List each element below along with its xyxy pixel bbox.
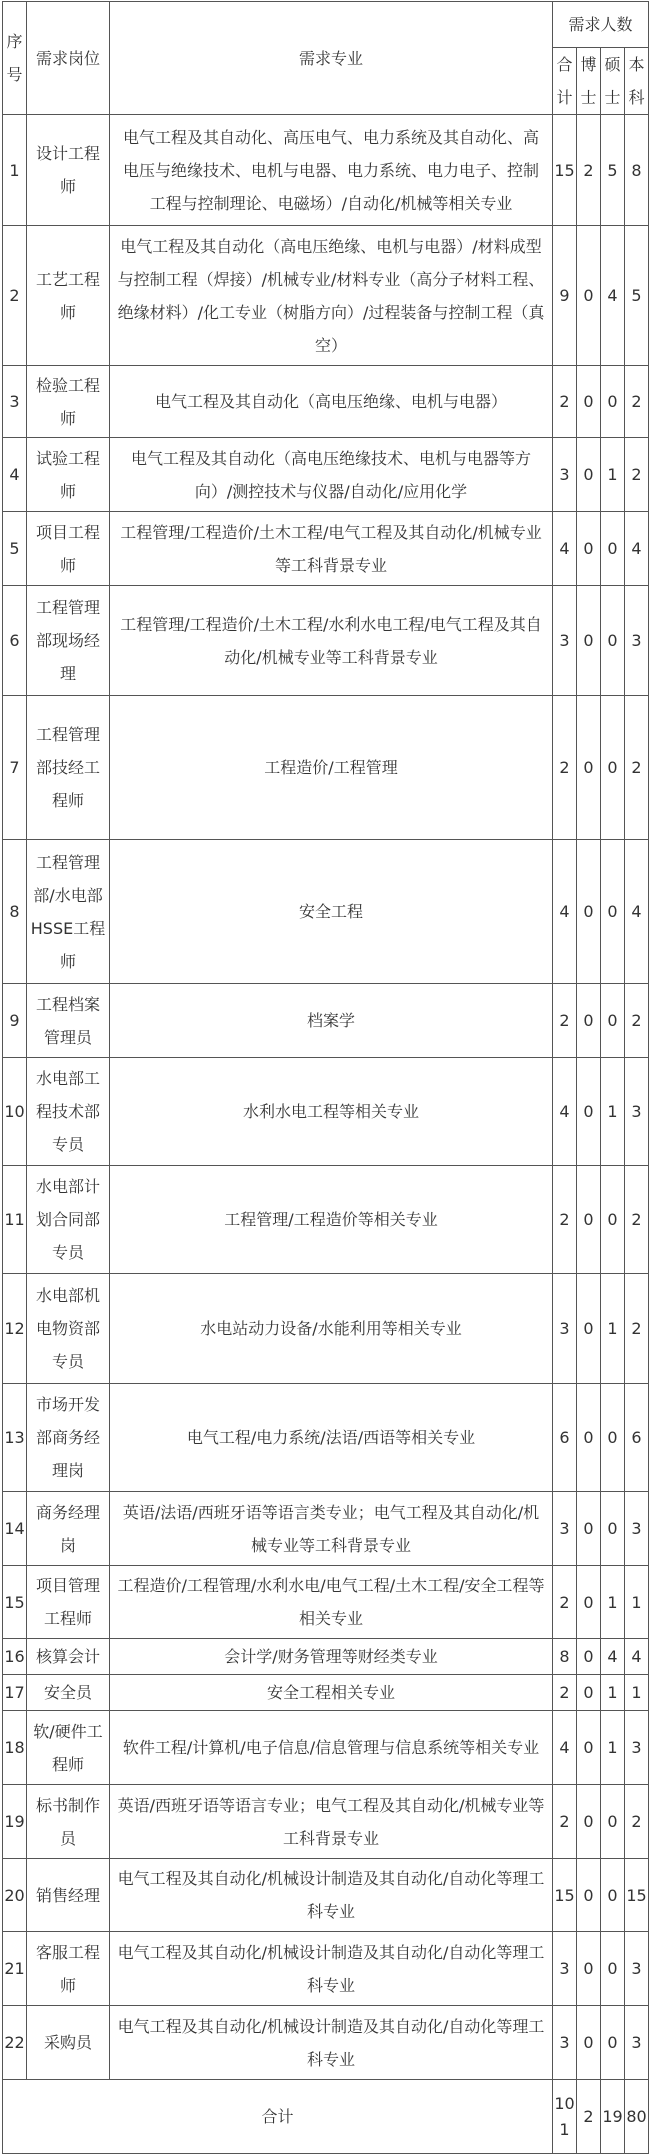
row-major: 工程管理/工程造价等相关专业 bbox=[110, 1166, 553, 1274]
row-phd: 2 bbox=[577, 115, 601, 226]
row-total: 2 bbox=[553, 1566, 577, 1639]
row-phd: 0 bbox=[577, 840, 601, 984]
row-position: 软/硬件工程师 bbox=[27, 1711, 110, 1785]
row-bachelor: 3 bbox=[625, 1711, 649, 1785]
row-major: 工程造价/工程管理 bbox=[110, 696, 553, 840]
table-row bbox=[3, 1274, 649, 1384]
row-major: 电气工程及其自动化/机械设计制造及其自动化/自动化等理工科专业 bbox=[110, 1859, 553, 1932]
recruitment-table bbox=[2, 1, 649, 2154]
row-position: 安全员 bbox=[27, 1675, 110, 1711]
row-master: 0 bbox=[601, 1384, 625, 1492]
header-position: 需求岗位 bbox=[27, 2, 110, 115]
header-total: 合计 bbox=[553, 48, 577, 115]
row-major: 软件工程/计算机/电子信息/信息管理与信息系统等相关专业 bbox=[110, 1711, 553, 1785]
row-major: 安全工程 bbox=[110, 840, 553, 984]
row-major: 英语/法语/西班牙语等语言类专业；电气工程及其自动化/机械专业等工科背景专业 bbox=[110, 1492, 553, 1566]
row-master: 4 bbox=[601, 1639, 625, 1675]
row-major: 工程造价/工程管理/水利水电/电气工程/土木工程/安全工程等相关专业 bbox=[110, 1566, 553, 1639]
table-row bbox=[3, 1492, 649, 1566]
row-total: 3 bbox=[553, 586, 577, 696]
row-position: 工艺工程师 bbox=[27, 226, 110, 366]
row-total: 15 bbox=[553, 115, 577, 226]
row-bachelor: 2 bbox=[625, 1274, 649, 1384]
row-total: 4 bbox=[553, 512, 577, 586]
table-row bbox=[3, 438, 649, 512]
row-total: 2 bbox=[553, 984, 577, 1058]
row-total: 3 bbox=[553, 438, 577, 512]
row-number: 15 bbox=[3, 1566, 27, 1639]
row-master: 0 bbox=[601, 1492, 625, 1566]
row-bachelor: 2 bbox=[625, 438, 649, 512]
row-number: 10 bbox=[3, 1058, 27, 1166]
row-master: 0 bbox=[601, 840, 625, 984]
row-major: 电气工程及其自动化、高压电气、电力系统及其自动化、高电压与绝缘技术、电机与电器、电力系统、电力电子、控制工程与控制理论、电磁场）/自动化/机械等相关专业 bbox=[110, 115, 553, 226]
row-master: 1 bbox=[601, 1274, 625, 1384]
header-demand: 需求人数 bbox=[553, 2, 649, 48]
row-phd: 0 bbox=[577, 1639, 601, 1675]
table-row bbox=[3, 1566, 649, 1639]
row-position: 商务经理岗 bbox=[27, 1492, 110, 1566]
row-total: 2 bbox=[553, 1675, 577, 1711]
row-position: 工程管理部现场经理 bbox=[27, 586, 110, 696]
row-major: 工程管理/工程造价/土木工程/电气工程及其自动化/机械专业等工科背景专业 bbox=[110, 512, 553, 586]
row-bachelor: 3 bbox=[625, 1492, 649, 1566]
row-master: 0 bbox=[601, 1859, 625, 1932]
total-label: 合计 bbox=[3, 2080, 553, 2154]
table-row bbox=[3, 512, 649, 586]
row-number: 3 bbox=[3, 366, 27, 438]
row-phd: 0 bbox=[577, 226, 601, 366]
row-master: 1 bbox=[601, 1711, 625, 1785]
row-major: 电气工程及其自动化/机械设计制造及其自动化/自动化等理工科专业 bbox=[110, 1932, 553, 2006]
row-major: 电气工程/电力系统/法语/西语等相关专业 bbox=[110, 1384, 553, 1492]
row-number: 17 bbox=[3, 1675, 27, 1711]
row-bachelor: 15 bbox=[625, 1859, 649, 1932]
row-number: 9 bbox=[3, 984, 27, 1058]
row-bachelor: 3 bbox=[625, 1058, 649, 1166]
table-row bbox=[3, 840, 649, 984]
row-number: 19 bbox=[3, 1785, 27, 1859]
row-phd: 0 bbox=[577, 696, 601, 840]
row-master: 0 bbox=[601, 1932, 625, 2006]
row-number: 5 bbox=[3, 512, 27, 586]
row-bachelor: 2 bbox=[625, 984, 649, 1058]
table-row bbox=[3, 1675, 649, 1711]
row-position: 标书制作员 bbox=[27, 1785, 110, 1859]
row-phd: 0 bbox=[577, 1566, 601, 1639]
row-position: 水电部机电物资部专员 bbox=[27, 1274, 110, 1384]
row-number: 21 bbox=[3, 1932, 27, 2006]
total-bachelor: 80 bbox=[625, 2080, 649, 2154]
row-major: 安全工程相关专业 bbox=[110, 1675, 553, 1711]
row-position: 设计工程师 bbox=[27, 115, 110, 226]
header-master: 硕士 bbox=[601, 48, 625, 115]
row-number: 1 bbox=[3, 115, 27, 226]
table-row bbox=[3, 1859, 649, 1932]
row-phd: 0 bbox=[577, 1675, 601, 1711]
row-major: 电气工程及其自动化（高电压绝缘、电机与电器） bbox=[110, 366, 553, 438]
row-number: 22 bbox=[3, 2006, 27, 2080]
row-bachelor: 4 bbox=[625, 512, 649, 586]
row-phd: 0 bbox=[577, 512, 601, 586]
row-position: 试验工程师 bbox=[27, 438, 110, 512]
row-master: 0 bbox=[601, 2006, 625, 2080]
row-phd: 0 bbox=[577, 1166, 601, 1274]
row-bachelor: 2 bbox=[625, 1785, 649, 1859]
row-position: 检验工程师 bbox=[27, 366, 110, 438]
header-major: 需求专业 bbox=[110, 2, 553, 115]
row-bachelor: 2 bbox=[625, 696, 649, 840]
row-number: 6 bbox=[3, 586, 27, 696]
row-master: 0 bbox=[601, 696, 625, 840]
header-seq: 序号 bbox=[3, 2, 27, 115]
row-number: 8 bbox=[3, 840, 27, 984]
table-row bbox=[3, 2006, 649, 2080]
row-number: 11 bbox=[3, 1166, 27, 1274]
row-number: 7 bbox=[3, 696, 27, 840]
row-position: 客服工程师 bbox=[27, 1932, 110, 2006]
table-row bbox=[3, 586, 649, 696]
row-master: 5 bbox=[601, 115, 625, 226]
row-total: 4 bbox=[553, 840, 577, 984]
row-position: 工程管理部/水电部HSSE工程师 bbox=[27, 840, 110, 984]
row-major: 电气工程及其自动化（高电压绝缘技术、电机与电器等方向）/测控技术与仪器/自动化/应用化学 bbox=[110, 438, 553, 512]
row-major: 英语/西班牙语等语言专业；电气工程及其自动化/机械专业等工科背景专业 bbox=[110, 1785, 553, 1859]
total-phd: 2 bbox=[577, 2080, 601, 2154]
row-master: 0 bbox=[601, 366, 625, 438]
row-major: 电气工程及其自动化/机械设计制造及其自动化/自动化等理工科专业 bbox=[110, 2006, 553, 2080]
table-row bbox=[3, 984, 649, 1058]
row-position: 工程档案管理员 bbox=[27, 984, 110, 1058]
row-phd: 0 bbox=[577, 1058, 601, 1166]
row-total: 8 bbox=[553, 1639, 577, 1675]
row-number: 2 bbox=[3, 226, 27, 366]
row-phd: 0 bbox=[577, 1785, 601, 1859]
row-bachelor: 1 bbox=[625, 1566, 649, 1639]
row-master: 1 bbox=[601, 1566, 625, 1639]
row-bachelor: 3 bbox=[625, 586, 649, 696]
header-phd: 博士 bbox=[577, 48, 601, 115]
header-bachelor: 本科 bbox=[625, 48, 649, 115]
row-master: 0 bbox=[601, 984, 625, 1058]
row-total: 3 bbox=[553, 1492, 577, 1566]
row-total: 9 bbox=[553, 226, 577, 366]
row-total: 2 bbox=[553, 1166, 577, 1274]
row-master: 0 bbox=[601, 1166, 625, 1274]
row-number: 20 bbox=[3, 1859, 27, 1932]
row-major: 水利水电工程等相关专业 bbox=[110, 1058, 553, 1166]
row-bachelor: 4 bbox=[625, 1639, 649, 1675]
row-position: 项目管理工程师 bbox=[27, 1566, 110, 1639]
row-phd: 0 bbox=[577, 438, 601, 512]
row-phd: 0 bbox=[577, 586, 601, 696]
row-total: 2 bbox=[553, 366, 577, 438]
table-row bbox=[3, 1639, 649, 1675]
table-row bbox=[3, 226, 649, 366]
row-total: 6 bbox=[553, 1384, 577, 1492]
row-number: 18 bbox=[3, 1711, 27, 1785]
row-bachelor: 6 bbox=[625, 1384, 649, 1492]
row-position: 销售经理 bbox=[27, 1859, 110, 1932]
table-row bbox=[3, 115, 649, 226]
table-row bbox=[3, 696, 649, 840]
row-phd: 0 bbox=[577, 1859, 601, 1932]
row-number: 13 bbox=[3, 1384, 27, 1492]
row-phd: 0 bbox=[577, 366, 601, 438]
row-phd: 0 bbox=[577, 1492, 601, 1566]
table-row bbox=[3, 1932, 649, 2006]
row-master: 4 bbox=[601, 226, 625, 366]
row-total: 4 bbox=[553, 1711, 577, 1785]
row-phd: 0 bbox=[577, 1274, 601, 1384]
row-major: 工程管理/工程造价/土木工程/水利水电工程/电气工程及其自动化/机械专业等工科背景专业 bbox=[110, 586, 553, 696]
row-master: 0 bbox=[601, 586, 625, 696]
row-bachelor: 4 bbox=[625, 840, 649, 984]
row-total: 3 bbox=[553, 1274, 577, 1384]
row-position: 工程管理部技经工程师 bbox=[27, 696, 110, 840]
row-position: 核算会计 bbox=[27, 1639, 110, 1675]
row-bachelor: 2 bbox=[625, 1166, 649, 1274]
row-position: 水电部工程技术部专员 bbox=[27, 1058, 110, 1166]
total-row bbox=[3, 2080, 649, 2154]
row-phd: 0 bbox=[577, 1932, 601, 2006]
total-count: 101 bbox=[553, 2080, 577, 2154]
row-bachelor: 5 bbox=[625, 226, 649, 366]
row-position: 项目工程师 bbox=[27, 512, 110, 586]
row-master: 0 bbox=[601, 1785, 625, 1859]
row-phd: 0 bbox=[577, 2006, 601, 2080]
row-number: 16 bbox=[3, 1639, 27, 1675]
row-major: 水电站动力设备/水能利用等相关专业 bbox=[110, 1274, 553, 1384]
row-total: 3 bbox=[553, 2006, 577, 2080]
row-total: 2 bbox=[553, 1785, 577, 1859]
table-row bbox=[3, 1785, 649, 1859]
row-phd: 0 bbox=[577, 1384, 601, 1492]
row-total: 4 bbox=[553, 1058, 577, 1166]
row-total: 3 bbox=[553, 1932, 577, 2006]
row-phd: 0 bbox=[577, 984, 601, 1058]
row-total: 2 bbox=[553, 696, 577, 840]
row-master: 0 bbox=[601, 512, 625, 586]
row-position: 市场开发部商务经理岗 bbox=[27, 1384, 110, 1492]
row-number: 4 bbox=[3, 438, 27, 512]
row-major: 会计学/财务管理等财经类专业 bbox=[110, 1639, 553, 1675]
row-bachelor: 8 bbox=[625, 115, 649, 226]
row-position: 水电部计划合同部专员 bbox=[27, 1166, 110, 1274]
table-row bbox=[3, 1058, 649, 1166]
row-phd: 0 bbox=[577, 1711, 601, 1785]
table-row bbox=[3, 1166, 649, 1274]
row-bachelor: 3 bbox=[625, 1932, 649, 2006]
total-master: 19 bbox=[601, 2080, 625, 2154]
row-major: 电气工程及其自动化（高电压绝缘、电机与电器）/材料成型与控制工程（焊接）/机械专业/材料专业（高分子材料工程、绝缘材料）/化工专业（树脂方向）/过程装备与控制工程（真空） bbox=[110, 226, 553, 366]
row-master: 1 bbox=[601, 438, 625, 512]
table-row bbox=[3, 1384, 649, 1492]
row-bachelor: 1 bbox=[625, 1675, 649, 1711]
row-master: 1 bbox=[601, 1675, 625, 1711]
row-master: 1 bbox=[601, 1058, 625, 1166]
row-major: 档案学 bbox=[110, 984, 553, 1058]
row-position: 采购员 bbox=[27, 2006, 110, 2080]
row-bachelor: 2 bbox=[625, 366, 649, 438]
row-number: 12 bbox=[3, 1274, 27, 1384]
table-row bbox=[3, 1711, 649, 1785]
table-row bbox=[3, 366, 649, 438]
row-total: 15 bbox=[553, 1859, 577, 1932]
row-number: 14 bbox=[3, 1492, 27, 1566]
row-bachelor: 3 bbox=[625, 2006, 649, 2080]
